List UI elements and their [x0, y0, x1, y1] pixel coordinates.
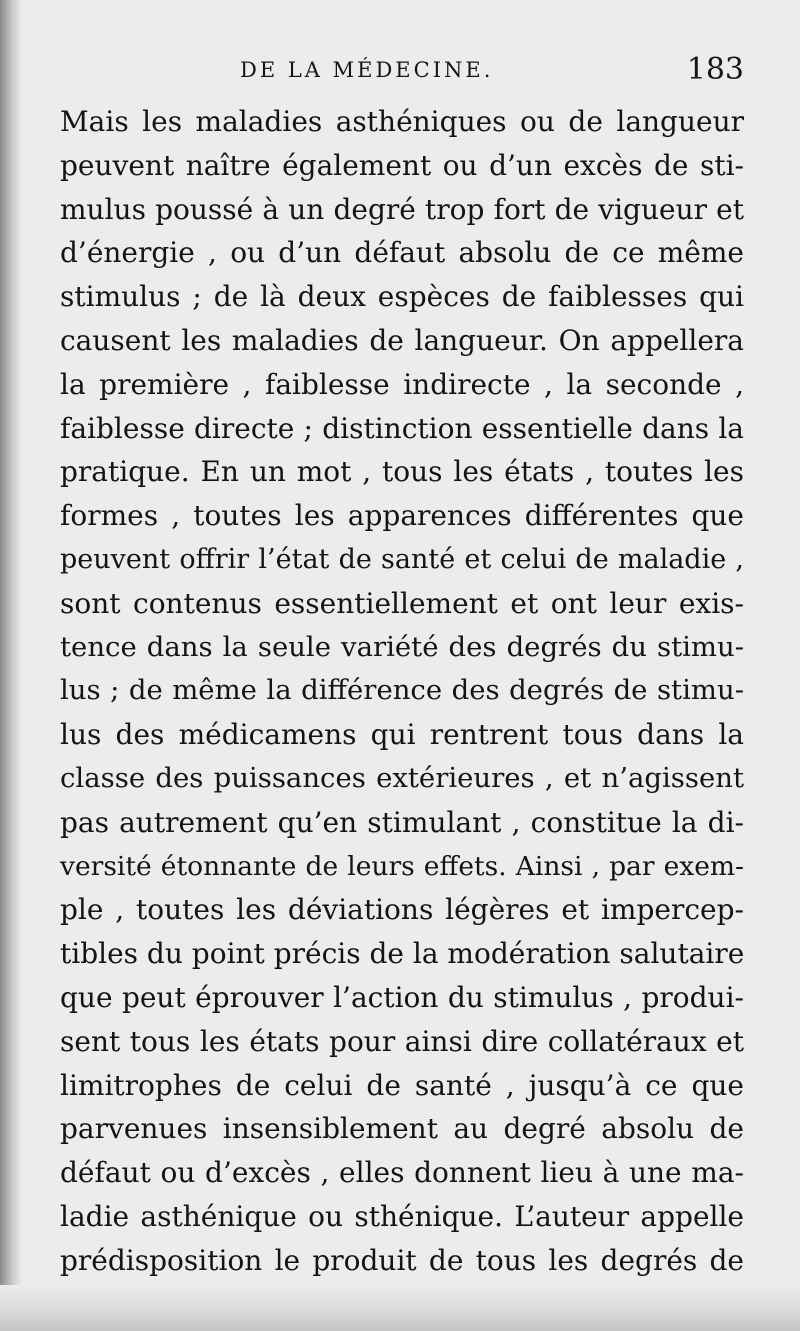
text-line: lus des médicamens qui rentrent tous dans la [60, 718, 744, 752]
text-line: tibles du point précis de la modération salutaire [60, 937, 745, 971]
text-line: sont contenus essentiellement et ont leur exis- [60, 586, 744, 620]
text-line: ple , toutes les déviations légères et impercep- [60, 893, 744, 927]
text-line: d’énergie , ou d’un défaut absolu de ce même [60, 236, 744, 270]
text-line: formes , toutes les apparences différentes que [60, 499, 744, 533]
running-title: DE LA MÉDECINE. [240, 58, 494, 82]
text-line: mulus poussé à un degré trop fort de vigueur et [60, 192, 744, 226]
text-line: pas autrement qu’en stimulant , constitue la di- [60, 805, 744, 839]
text-line: stimulus ; de là deux espèces de faiblesses qui [60, 280, 744, 314]
text-line: ladie asthénique ou sthénique. L’auteur appelle [60, 1199, 744, 1233]
text-line: sent tous les états pour ainsi dire collatéraux et [60, 1024, 744, 1058]
text-line: parvenues insensiblement au degré absolu de [60, 1112, 744, 1146]
scan-shadow-left [0, 0, 22, 1331]
text-line: causent les maladies de langueur. On appellera [60, 323, 744, 357]
text-line: peuvent offrir l’état de santé et celui de maladie , [60, 543, 744, 575]
text-line: Mais les maladies asthéniques ou de langueur [60, 105, 744, 138]
text-line: que peut éprouver l’action du stimulus , produi- [60, 980, 744, 1014]
text-line: versité étonnante de leurs effets. Ainsi , par exem- [60, 850, 744, 882]
text-line: la première , faiblesse indirecte , la seconde , [60, 367, 744, 401]
page-header [60, 52, 744, 92]
body-text [60, 100, 744, 1283]
text-line: défaut ou d’excès , elles donnent lieu à une ma- [60, 1156, 744, 1190]
text-line: faiblesse directe ; distinction essentielle dans la [60, 411, 744, 445]
text-line: limitrophes de celui de santé , jusqu’à ce que [60, 1068, 744, 1102]
text-line: classe des puissances extérieures , et n’agissent [60, 761, 744, 794]
page-number: 183 [686, 52, 744, 87]
text-line: lus ; de même la différence des degrés de stimu- [60, 674, 744, 707]
text-line: prédisposition le produit de tous les degrés de [60, 1243, 744, 1277]
scan-shadow-bottom [0, 1285, 800, 1331]
text-line: tence dans la seule variété des degrés du stimu- [60, 630, 744, 663]
text-line: peuvent naître également ou d’un excès de sti- [60, 148, 744, 182]
text-line: pratique. En un mot , tous les états , toutes les [60, 455, 744, 489]
